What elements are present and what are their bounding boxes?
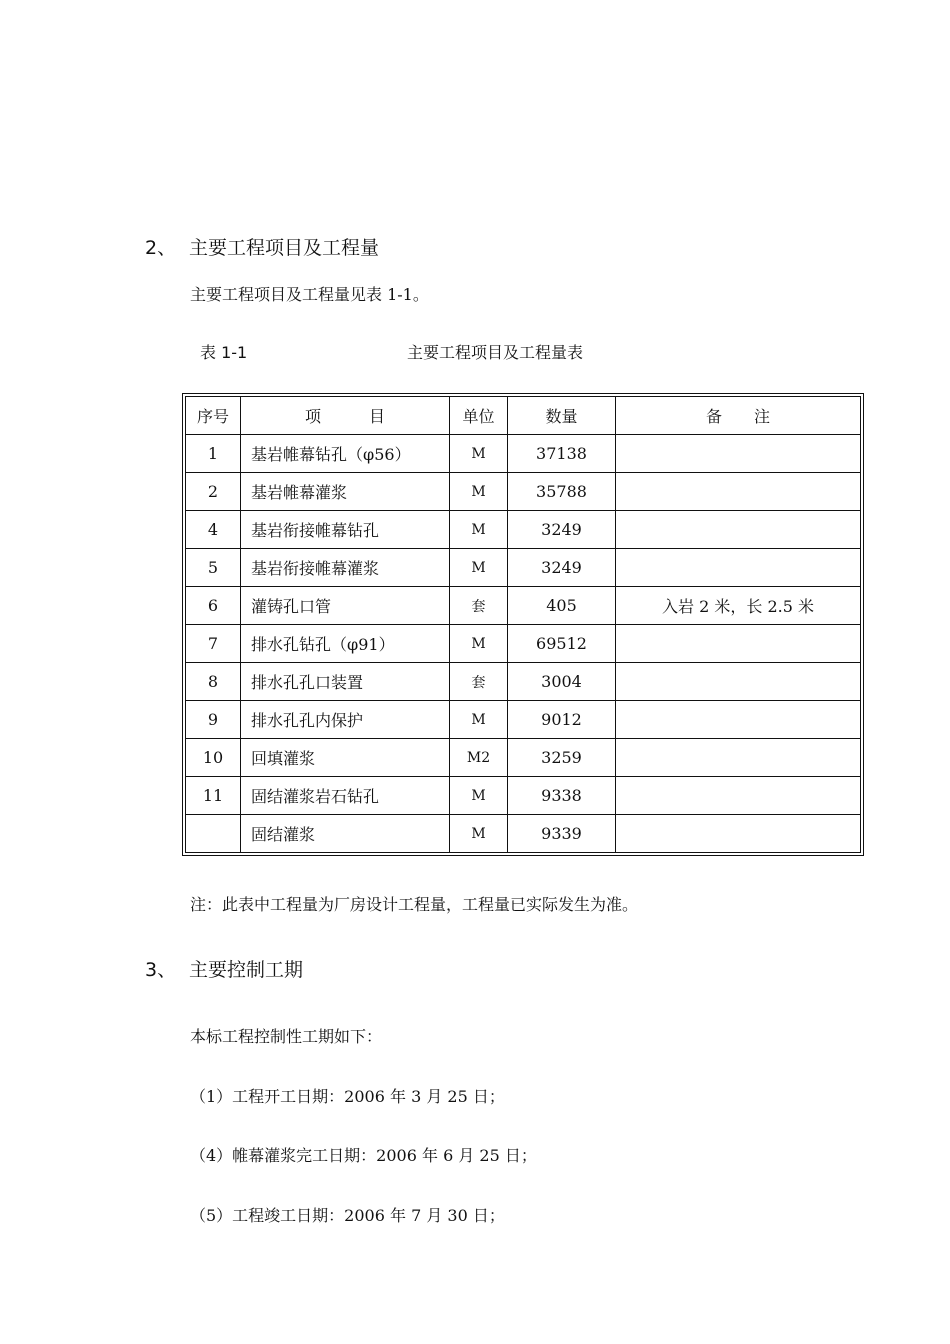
cell-unit: M <box>450 511 508 549</box>
section-title: 主要工程项目及工程量 <box>189 237 380 259</box>
schedule-intro: 本标工程控制性工期如下： <box>190 1027 383 1046</box>
cell-index: 2 <box>186 473 241 511</box>
intro-paragraph: 主要工程项目及工程量见表 1-1。 <box>190 285 429 304</box>
cell-quantity: 3259 <box>508 739 616 777</box>
header-index: 序号 <box>186 397 241 435</box>
header-remark: 备 注 <box>616 397 861 435</box>
cell-quantity: 35788 <box>508 473 616 511</box>
cell-unit: M2 <box>450 739 508 777</box>
cell-quantity: 405 <box>508 587 616 625</box>
cell-item: 灌铸孔口管 <box>241 587 450 625</box>
cell-item: 基岩衔接帷幕钻孔 <box>241 511 450 549</box>
cell-unit: M <box>450 777 508 815</box>
cell-index: 8 <box>186 663 241 701</box>
table-row <box>186 815 861 853</box>
cell-quantity: 37138 <box>508 435 616 473</box>
cell-index: 10 <box>186 739 241 777</box>
cell-unit: M <box>450 815 508 853</box>
cell-index: 9 <box>186 701 241 739</box>
table-row <box>186 473 861 511</box>
cell-item: 基岩帷幕灌浆 <box>241 473 450 511</box>
cell-item: 基岩帷幕钻孔（φ56） <box>241 435 450 473</box>
section-2-heading <box>145 233 379 260</box>
table-row <box>186 777 861 815</box>
cell-remark <box>616 701 861 739</box>
section-number: 2、 <box>145 237 177 259</box>
cell-remark <box>616 739 861 777</box>
cell-quantity: 9338 <box>508 777 616 815</box>
cell-remark <box>616 549 861 587</box>
cell-unit: 套 <box>450 663 508 701</box>
cell-unit: M <box>450 473 508 511</box>
cell-unit: M <box>450 549 508 587</box>
cell-remark <box>616 511 861 549</box>
cell-unit: M <box>450 435 508 473</box>
cell-unit: 套 <box>450 587 508 625</box>
table-row <box>186 587 861 625</box>
cell-item: 排水孔钻孔（φ91） <box>241 625 450 663</box>
table-row <box>186 739 861 777</box>
cell-item: 固结灌浆 <box>241 815 450 853</box>
section-number: 3、 <box>145 959 177 981</box>
header-item: 项 目 <box>241 397 450 435</box>
cell-item: 基岩衔接帷幕灌浆 <box>241 549 450 587</box>
quantities-table <box>182 393 864 856</box>
cell-remark <box>616 815 861 853</box>
cell-remark <box>616 663 861 701</box>
cell-quantity: 69512 <box>508 625 616 663</box>
cell-remark <box>616 435 861 473</box>
header-unit: 单位 <box>450 397 508 435</box>
cell-quantity: 3249 <box>508 511 616 549</box>
cell-quantity: 3004 <box>508 663 616 701</box>
schedule-item: （5）工程竣工日期：2006 年 7 月 30 日； <box>190 1206 505 1225</box>
cell-index: 1 <box>186 435 241 473</box>
table-header-row <box>186 397 861 435</box>
cell-item: 排水孔孔口装置 <box>241 663 450 701</box>
cell-unit: M <box>450 625 508 663</box>
section-title: 主要控制工期 <box>189 959 304 981</box>
table-note: 注：此表中工程量为厂房设计工程量，工程量已实际发生为准。 <box>190 895 639 914</box>
cell-quantity: 3249 <box>508 549 616 587</box>
table-row <box>186 625 861 663</box>
cell-remark <box>616 625 861 663</box>
section-3-heading <box>145 955 303 982</box>
cell-index: 4 <box>186 511 241 549</box>
cell-quantity: 9012 <box>508 701 616 739</box>
cell-remark <box>616 473 861 511</box>
cell-item: 排水孔孔内保护 <box>241 701 450 739</box>
table-label: 表 1-1 <box>200 343 248 362</box>
schedule-item: （4）帷幕灌浆完工日期：2006 年 6 月 25 日； <box>190 1146 537 1165</box>
cell-index: 5 <box>186 549 241 587</box>
table-row <box>186 435 861 473</box>
cell-index: 6 <box>186 587 241 625</box>
table-title: 主要工程项目及工程量表 <box>407 343 584 362</box>
cell-index: 7 <box>186 625 241 663</box>
cell-index: 11 <box>186 777 241 815</box>
cell-index <box>186 815 241 853</box>
cell-remark: 入岩 2 米，长 2.5 米 <box>616 587 861 625</box>
cell-unit: M <box>450 701 508 739</box>
schedule-item: （1）工程开工日期：2006 年 3 月 25 日； <box>190 1087 505 1106</box>
table-row <box>186 511 861 549</box>
table-row <box>186 701 861 739</box>
cell-item: 固结灌浆岩石钻孔 <box>241 777 450 815</box>
cell-remark <box>616 777 861 815</box>
cell-item: 回填灌浆 <box>241 739 450 777</box>
cell-quantity: 9339 <box>508 815 616 853</box>
header-quantity: 数量 <box>508 397 616 435</box>
table-row <box>186 663 861 701</box>
table-row <box>186 549 861 587</box>
